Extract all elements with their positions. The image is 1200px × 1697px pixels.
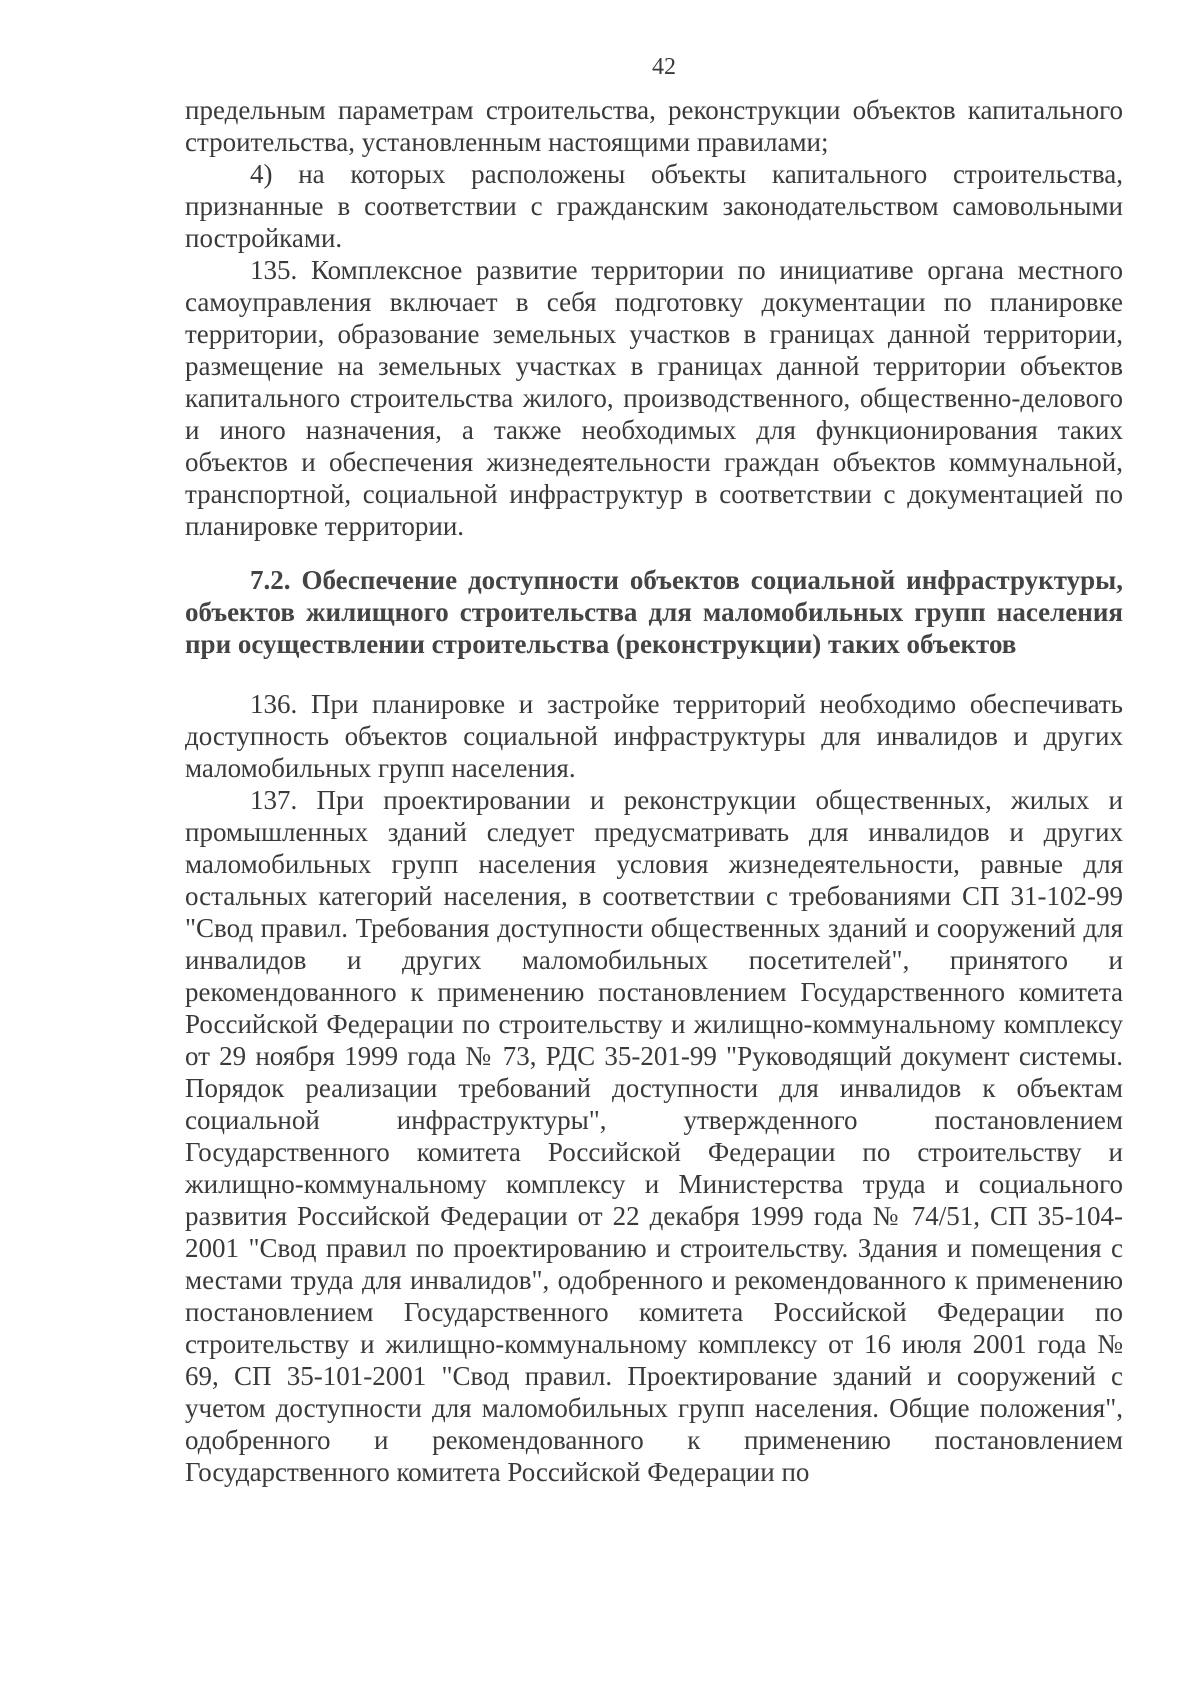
paragraph-137: 137. При проектировании и реконструкции общественных, жилых и промышленных зданий следует предусматривать для инвалидов и других маломобильных групп населения условия жизнедеятельности, равные для остальных категорий населения, в соответствии с требованиями СП 31-102-99 "Свод правил. Требования доступности общественных зданий и сооружений для инвалидов и других маломобильных посетителей", принятого и рекомендованного к применению постановлением Государственного комитета Российской Федерации по строительству и жилищно-коммунальному комплексу от 29 ноября 1999 года № 73, РДС 35-201-99 "Руководящий документ системы. Порядок реализации требований доступности для инвалидов к объектам социальной инфраструктуры", утвержденного постановлением Государственного комитета Российской Федерации по строительству и жилищно-коммунальному комплексу и Министерства труда и социального развития Российской Федерации от 22 декабря 1999 года № 74/51, СП 35-104-2001 "Свод правил по проектированию и строительству. Здания и помещения с местами труда для инвалидов", одобренного и рекомендованного к применению постановлением Государственного комитета Российской Федерации по строительству и жилищно-коммунальному комплексу от 16 июля 2001 года № 69, СП 35-101-2001 "Свод правил. Проектирование зданий и сооружений с учетом доступности для маломобильных групп населения. Общие положения", одобренного и рекомендованного к применению постановлением Государственного комитета Российской Федерации по [185,785,1123,1487]
paragraph-136: 136. При планировке и застройке территорий необходимо обеспечивать доступность объектов социальной инфраструктуры для инвалидов и других маломобильных групп населения. [185,689,1123,783]
page-number: 42 [652,54,676,80]
paragraph-continuation: предельным параметрам строительства, реконструкции объектов капитального строительства, установленным настоящими правилами; [185,95,1123,157]
document-page [185,52,1123,1488]
section-heading-7-2: 7.2. Обеспечение доступности объектов социальной инфраструктуры, объектов жилищного строительства для маломобильных групп населения при осуществлении строительства (реконструкции) таких объектов [185,565,1123,659]
paragraph-135: 135. Комплексное развитие территории по инициативе органа местного самоуправления включает в себя подготовку документации по планировке территории, образование земельных участков в границах данной территории, размещение на земельных участках в границах данной территории объектов капитального строительства жилого, производственного, общественно-делового и иного назначения, а также необходимых для функционирования таких объектов и обеспечения жизнедеятельности граждан объектов коммунальной, транспортной, социальной инфраструктур в соответствии с документацией по планировке территории. [185,255,1123,541]
paragraph-item-4: 4) на которых расположены объекты капитального строительства, признанные в соответствии с гражданским законодательством самовольными постройками. [185,159,1123,253]
